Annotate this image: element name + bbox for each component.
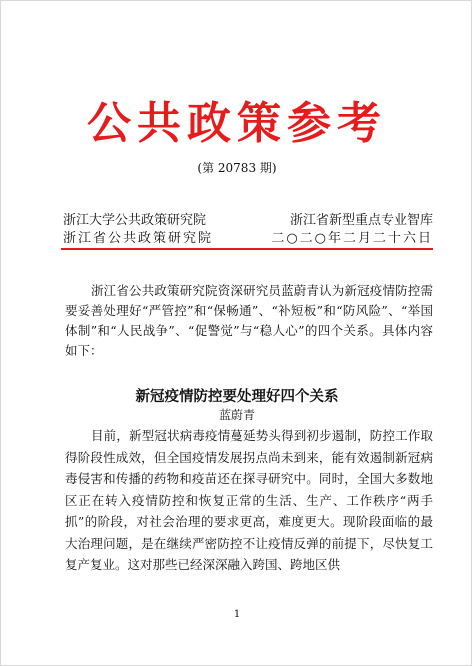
header-divider <box>61 248 433 250</box>
institution-row-2 <box>63 227 433 246</box>
institution-row-1 <box>63 209 433 228</box>
page-number: 1 <box>233 609 241 620</box>
intro-paragraph: 浙江省公共政策研究院资深研究员蓝蔚青认为新冠疫情防控需要妥善处理好“严管控”和“保畅通”、“补短板”和“防风险”、“举国体制”和“人民战争”、“促警觉”与“稳人心”的四个关系。具体内容如下： <box>65 283 433 358</box>
issue-date: 二○二○年二月二十六日 <box>271 231 433 246</box>
issue-number: (第 20783 期) <box>197 161 277 175</box>
institution-left-2: 浙江省公共政策研究院 <box>63 231 214 246</box>
article-body: 目前，新型冠状病毒疫情蔓延势头得到初步遏制，防控工作取得阶段性成效，但全国疫情发展拐点尚未到来，能有效遏制新冠病毒侵害和传播的药物和疫苗还在探寻研究中。同时，全国大多数地区正在转入疫情防控和恢复正常的生活、生产、工作秩序“两手抓”的阶段，对社会治理的要求更高，难度更大。现阶段面临的最大治理问题，是在继续严密防控不让疫情反弹的前提下，尽快复工复产复业。这对那些已经深深融入跨国、跨地区供 <box>65 428 433 572</box>
article-title: 新冠疫情防控要处理好四个关系 <box>135 388 339 405</box>
institution-right-1: 浙江省新型重点专业智库 <box>289 213 433 228</box>
institution-left-1: 浙江大学公共政策研究院 <box>63 213 207 228</box>
publication-title: 公共政策参考 <box>87 98 387 149</box>
article-author: 蓝蔚青 <box>218 408 255 422</box>
